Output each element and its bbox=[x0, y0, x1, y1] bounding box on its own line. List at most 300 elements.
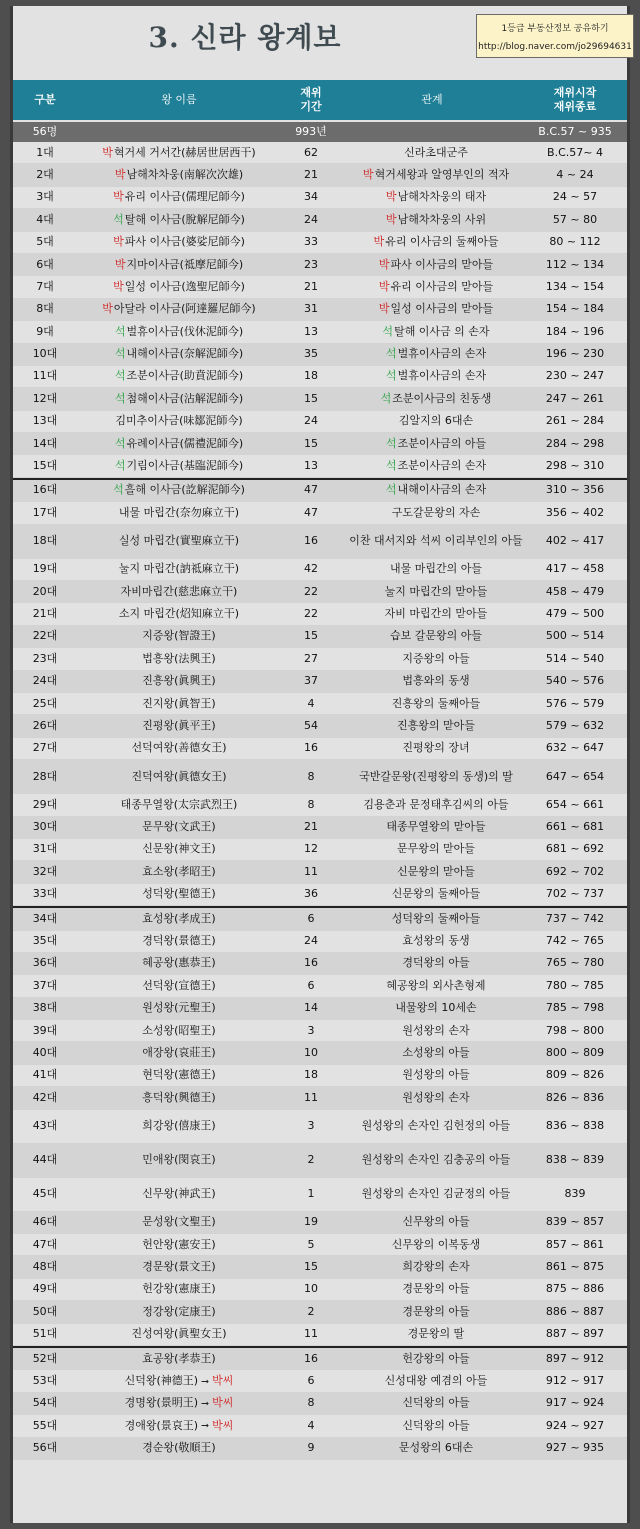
relation-text: 조분이사금의 아들 bbox=[397, 436, 487, 450]
relation-text: 경문왕의 아들 bbox=[402, 1282, 470, 1296]
king-name: 문무왕(文武王) bbox=[142, 820, 216, 834]
relation-cell bbox=[341, 760, 531, 793]
king-name: 흘해 이사금(訖解泥師今) bbox=[124, 483, 245, 497]
clan-marker: 석 bbox=[114, 459, 126, 473]
relation-cell bbox=[341, 480, 531, 501]
king-name-cell bbox=[77, 603, 281, 624]
clan-marker: 박 bbox=[113, 279, 124, 293]
relation-text: 성덕왕의 둘째아들 bbox=[391, 911, 481, 925]
generation-cell: 33대 bbox=[32, 887, 58, 901]
generation-cell: 43대 bbox=[32, 1118, 58, 1132]
reign-years-cell: 31 bbox=[304, 302, 318, 316]
reign-period-cell: 836 ~ 838 bbox=[545, 1118, 605, 1132]
reign-years-cell: 1 bbox=[307, 1186, 315, 1200]
relation-text: 국반갈문왕(진평왕의 동생)의 딸 bbox=[359, 769, 513, 783]
relation-cell bbox=[341, 411, 531, 432]
relation-text: 유리 이사금의 맏아들 bbox=[390, 279, 494, 293]
reign-period-cell: 737 ~ 742 bbox=[545, 911, 605, 925]
relation-text: 소성왕의 아들 bbox=[402, 1046, 470, 1059]
reign-years-cell: 13 bbox=[304, 324, 318, 338]
relation-cell bbox=[341, 433, 531, 454]
king-name-cell bbox=[77, 1065, 281, 1086]
generation-cell: 34대 bbox=[32, 911, 58, 925]
relation-cell bbox=[341, 142, 531, 163]
reign-years-cell: 4 bbox=[307, 1418, 315, 1432]
generation-cell: 45대 bbox=[32, 1186, 58, 1200]
relation-text: 김알지의 6대손 bbox=[398, 414, 474, 428]
generation-cell: 54대 bbox=[32, 1396, 58, 1410]
reign-years-cell: 14 bbox=[304, 1001, 318, 1015]
relation-cell bbox=[341, 648, 531, 669]
badge-caption: 1등급 부동산정보 공유하기 bbox=[501, 24, 609, 34]
table-row bbox=[13, 411, 627, 433]
table-row bbox=[13, 998, 627, 1020]
king-name: 유리 이사금(儒理尼師今) bbox=[124, 190, 245, 204]
table-row bbox=[13, 648, 627, 670]
relation-cell bbox=[341, 254, 531, 275]
table-row bbox=[13, 715, 627, 737]
king-name: 선덕여왕(善德女王) bbox=[131, 741, 227, 755]
fish-icon: ⭢ bbox=[201, 1420, 210, 1432]
king-name: 경덕왕(景德王) bbox=[142, 934, 216, 948]
relation-cell bbox=[341, 1042, 531, 1063]
reign-period-cell: 800 ~ 809 bbox=[545, 1046, 605, 1059]
reign-years-cell: 11 bbox=[304, 1090, 318, 1104]
reign-years-cell: 24 bbox=[304, 414, 318, 428]
generation-cell: 38대 bbox=[32, 1001, 58, 1015]
king-name: 파사 이사금(婆娑尼師今) bbox=[124, 235, 245, 249]
generation-cell: 30대 bbox=[32, 820, 58, 834]
generation-cell: 27대 bbox=[32, 741, 58, 755]
reign-period-cell: 927 ~ 935 bbox=[545, 1441, 605, 1455]
table-row bbox=[13, 626, 627, 648]
king-name: 현덕왕(憲德王) bbox=[142, 1068, 216, 1082]
reign-period-cell: 230 ~ 247 bbox=[545, 369, 605, 383]
reign-period-cell: 310 ~ 356 bbox=[545, 483, 605, 497]
relation-cell bbox=[341, 1256, 531, 1277]
table-row bbox=[13, 164, 627, 186]
relation-text: 일성 이사금의 맏아들 bbox=[390, 302, 494, 316]
king-name-cell bbox=[77, 1348, 281, 1369]
generation-cell: 41대 bbox=[32, 1068, 58, 1082]
relation-text: 구도갈문왕의 자손 bbox=[391, 505, 481, 519]
relation-cell bbox=[341, 1438, 531, 1459]
reign-years-cell: 62 bbox=[304, 145, 318, 159]
king-name: 신무왕(神武王) bbox=[142, 1186, 216, 1200]
table-row bbox=[13, 276, 627, 298]
blog-badge[interactable] bbox=[476, 14, 634, 58]
generation-cell: 9대 bbox=[36, 324, 54, 338]
reign-years-cell: 15 bbox=[304, 391, 318, 405]
relation-text: 원성왕의 손자인 김충공의 아들 bbox=[361, 1152, 511, 1166]
generation-cell: 15대 bbox=[32, 459, 58, 473]
king-name: 희강왕(僖康王) bbox=[142, 1118, 216, 1132]
king-name: 기림이사금(基臨泥師今) bbox=[126, 459, 244, 473]
relation-cell bbox=[341, 187, 531, 208]
column-header-years: 재위 기간 bbox=[300, 85, 322, 113]
clan-marker: 석 bbox=[385, 347, 397, 361]
king-name-cell bbox=[77, 1393, 281, 1414]
table-row bbox=[13, 884, 627, 906]
relation-text: 벌휴이사금의 손자 bbox=[397, 347, 487, 361]
generation-cell: 42대 bbox=[32, 1090, 58, 1104]
king-name: 아달라 이사금(阿達羅尼師今) bbox=[113, 302, 256, 316]
reign-period-cell: 857 ~ 861 bbox=[545, 1237, 605, 1251]
fish-icon: ⭢ bbox=[201, 1397, 210, 1409]
clan-suffix: 박씨 bbox=[212, 1418, 234, 1432]
king-name: 유례이사금(儒禮泥師今) bbox=[126, 436, 244, 450]
reign-years-cell: 35 bbox=[304, 347, 318, 361]
relation-text: 파사 이사금의 맏아들 bbox=[390, 257, 494, 271]
generation-cell: 37대 bbox=[32, 978, 58, 992]
generation-cell: 26대 bbox=[32, 718, 58, 732]
table-row bbox=[13, 1178, 627, 1212]
generation-cell: 6대 bbox=[36, 257, 54, 271]
king-name: 첨해이사금(沾解泥師今) bbox=[126, 391, 244, 405]
relation-text: 습보 갈문왕의 아들 bbox=[389, 629, 482, 643]
reign-period-cell: 632 ~ 647 bbox=[545, 741, 605, 755]
reign-years-cell: 22 bbox=[304, 606, 318, 620]
relation-cell bbox=[341, 603, 531, 624]
reign-years-cell: 33 bbox=[304, 235, 318, 249]
relation-cell bbox=[341, 931, 531, 952]
relation-cell bbox=[341, 1348, 531, 1369]
reign-years-cell: 2 bbox=[307, 1304, 315, 1318]
table-row bbox=[13, 839, 627, 861]
generation-cell: 14대 bbox=[32, 436, 58, 450]
king-name-cell bbox=[77, 715, 281, 736]
king-name-cell bbox=[77, 671, 281, 692]
relation-cell bbox=[341, 1020, 531, 1041]
reign-years-cell: 6 bbox=[307, 1373, 315, 1387]
relation-text: 경문왕의 아들 bbox=[402, 1304, 470, 1318]
king-name: 신문왕(神文王) bbox=[142, 842, 216, 856]
king-name-cell bbox=[77, 344, 281, 365]
reign-period-cell: 887 ~ 897 bbox=[545, 1327, 605, 1341]
reign-period-cell: 917 ~ 924 bbox=[545, 1396, 605, 1410]
reign-years-cell: 23 bbox=[304, 257, 318, 271]
table-row bbox=[13, 1144, 627, 1178]
king-name: 혜공왕(惠恭王) bbox=[142, 956, 216, 970]
relation-text: 이찬 대서지와 석씨 이리부인의 아들 bbox=[349, 533, 523, 547]
reign-period-cell: 479 ~ 500 bbox=[545, 606, 605, 620]
table-row bbox=[13, 1256, 627, 1278]
king-name-cell bbox=[77, 760, 281, 793]
king-name-cell bbox=[77, 1212, 281, 1233]
king-name: 소지 마립간(炤知麻立干) bbox=[118, 606, 240, 620]
king-name-cell bbox=[77, 232, 281, 253]
king-name-cell bbox=[77, 209, 281, 230]
generation-cell: 50대 bbox=[32, 1304, 58, 1318]
relation-cell bbox=[341, 626, 531, 647]
reign-period-cell: 4 ~ 24 bbox=[556, 167, 594, 181]
reign-period-cell: 184 ~ 196 bbox=[545, 324, 605, 338]
badge-url[interactable]: http://blog.naver.com/jo29694631 bbox=[478, 42, 632, 52]
reign-period-cell: 514 ~ 540 bbox=[545, 651, 605, 665]
relation-text: 신라초대군주 bbox=[404, 145, 468, 159]
reign-period-cell: 579 ~ 632 bbox=[545, 718, 605, 732]
reign-period-cell: 24 ~ 57 bbox=[552, 190, 598, 204]
clan-marker: 박 bbox=[102, 302, 113, 316]
reign-years-cell: 13 bbox=[304, 459, 318, 473]
relation-text: 진흥왕의 맏아들 bbox=[397, 718, 475, 732]
clan-marker: 박 bbox=[385, 212, 397, 226]
reign-period-cell: 702 ~ 737 bbox=[545, 887, 605, 901]
king-name: 애장왕(哀莊王) bbox=[142, 1046, 216, 1059]
reign-period-cell: 134 ~ 154 bbox=[545, 279, 605, 293]
generation-cell: 21대 bbox=[32, 606, 58, 620]
king-name-cell bbox=[77, 693, 281, 714]
reign-years-cell: 11 bbox=[304, 1327, 318, 1341]
king-name-cell bbox=[77, 559, 281, 580]
king-name: 진성여왕(眞聖女王) bbox=[131, 1327, 227, 1341]
reign-years-cell: 8 bbox=[307, 769, 315, 783]
reign-period-cell: 765 ~ 780 bbox=[545, 956, 605, 970]
reign-years-cell: 18 bbox=[304, 1068, 318, 1082]
reign-years-cell: 36 bbox=[304, 887, 318, 901]
relation-cell bbox=[341, 1234, 531, 1255]
relation-text: 원성왕의 손자인 김균정의 아들 bbox=[361, 1186, 511, 1200]
generation-cell: 1대 bbox=[36, 145, 54, 159]
king-name-cell bbox=[77, 931, 281, 952]
generation-cell: 32대 bbox=[32, 864, 58, 878]
reign-period-cell: 402 ~ 417 bbox=[545, 533, 605, 547]
king-name: 실성 마립간(實聖麻立干) bbox=[118, 533, 240, 547]
king-name-cell bbox=[77, 738, 281, 759]
clan-marker: 석 bbox=[114, 347, 126, 361]
reign-years-cell: 19 bbox=[304, 1215, 318, 1229]
clan-marker: 박 bbox=[113, 190, 124, 204]
table-row bbox=[13, 388, 627, 410]
king-name: 혁거세 거서간(赫居世居西干) bbox=[113, 145, 256, 159]
relation-cell bbox=[341, 1087, 531, 1108]
king-name: 일성 이사금(逸聖尼師今) bbox=[124, 279, 245, 293]
king-name-cell bbox=[77, 142, 281, 163]
relation-cell bbox=[341, 502, 531, 523]
relation-cell bbox=[341, 1415, 531, 1436]
king-name-cell bbox=[77, 299, 281, 320]
reign-years-cell: 2 bbox=[307, 1152, 315, 1166]
column-header-relation: 관계 bbox=[421, 92, 443, 106]
reign-period-cell: 924 ~ 927 bbox=[545, 1418, 605, 1432]
clan-marker: 석 bbox=[380, 391, 392, 405]
page-title: 3. 신라 왕계보 bbox=[148, 21, 342, 54]
generation-cell: 4대 bbox=[36, 212, 54, 226]
table-row bbox=[13, 525, 627, 559]
king-name: 소성왕(昭聖王) bbox=[142, 1023, 216, 1037]
king-name-cell bbox=[77, 411, 281, 432]
table-row bbox=[13, 478, 627, 502]
relation-text: 신문왕의 맏아들 bbox=[397, 864, 475, 878]
generation-cell: 49대 bbox=[32, 1282, 58, 1296]
king-name-cell bbox=[77, 581, 281, 602]
reign-period-cell: 284 ~ 298 bbox=[545, 436, 605, 450]
relation-cell bbox=[341, 1324, 531, 1345]
reign-period-cell: 654 ~ 661 bbox=[545, 797, 605, 811]
table-row bbox=[13, 559, 627, 581]
relation-cell bbox=[341, 321, 531, 342]
clan-marker: 석 bbox=[385, 459, 397, 473]
reign-period-cell: 417 ~ 458 bbox=[545, 562, 605, 576]
king-name: 효소왕(孝昭王) bbox=[142, 864, 216, 878]
reign-years-cell: 21 bbox=[304, 279, 318, 293]
relation-text: 원성왕의 아들 bbox=[402, 1068, 470, 1082]
table-row bbox=[13, 1212, 627, 1234]
relation-cell bbox=[341, 299, 531, 320]
summary-count: 56명 bbox=[32, 125, 58, 138]
relation-text: 원성왕의 손자 bbox=[402, 1090, 470, 1104]
king-name-cell bbox=[77, 794, 281, 815]
generation-cell: 5대 bbox=[36, 235, 54, 249]
relation-cell bbox=[341, 1370, 531, 1391]
generation-cell: 23대 bbox=[32, 651, 58, 665]
king-name: 눌지 마립간(訥祗麻立干) bbox=[118, 562, 240, 576]
generation-cell: 52대 bbox=[32, 1351, 58, 1365]
clan-marker: 박 bbox=[378, 257, 390, 271]
king-name: 효성왕(孝成王) bbox=[142, 911, 216, 925]
relation-text: 태종무열왕의 맏아들 bbox=[386, 820, 486, 834]
reign-years-cell: 5 bbox=[307, 1237, 315, 1251]
clan-marker: 석 bbox=[113, 212, 124, 226]
reign-period-cell: 826 ~ 836 bbox=[545, 1090, 605, 1104]
generation-cell: 56대 bbox=[32, 1441, 58, 1455]
clan-marker: 박 bbox=[378, 279, 390, 293]
reign-period-cell: 692 ~ 702 bbox=[545, 864, 605, 878]
generation-cell: 44대 bbox=[32, 1152, 58, 1166]
table-row bbox=[13, 1279, 627, 1301]
king-name: 효공왕(孝恭王) bbox=[142, 1351, 216, 1365]
relation-text: 신덕왕의 아들 bbox=[402, 1396, 470, 1410]
relation-text: 남해차차웅의 태자 bbox=[397, 190, 487, 204]
relation-cell bbox=[341, 209, 531, 230]
king-name: 진평왕(眞平王) bbox=[142, 718, 216, 732]
relation-text: 조분이사금의 손자 bbox=[397, 459, 487, 473]
clan-marker: 석 bbox=[114, 391, 126, 405]
reign-years-cell: 27 bbox=[304, 651, 318, 665]
table-row bbox=[13, 142, 627, 164]
table-row bbox=[13, 1324, 627, 1346]
relation-text: 김용춘과 문정태후김씨의 아들 bbox=[363, 797, 509, 811]
generation-cell: 8대 bbox=[36, 302, 54, 316]
reign-years-cell: 9 bbox=[307, 1441, 315, 1455]
reign-years-cell: 47 bbox=[304, 483, 318, 497]
reign-years-cell: 22 bbox=[304, 584, 318, 598]
generation-cell: 28대 bbox=[32, 769, 58, 783]
table-row bbox=[13, 321, 627, 343]
relation-cell bbox=[341, 366, 531, 387]
table-row bbox=[13, 1301, 627, 1323]
table-row bbox=[13, 906, 627, 930]
king-name-cell bbox=[77, 1415, 281, 1436]
reign-period-cell: 839 ~ 857 bbox=[545, 1215, 605, 1229]
reign-years-cell: 10 bbox=[304, 1046, 318, 1059]
page-header bbox=[13, 6, 632, 80]
generation-cell: 36대 bbox=[32, 956, 58, 970]
reign-years-cell: 54 bbox=[304, 718, 318, 732]
king-name-cell bbox=[77, 187, 281, 208]
king-name: 진덕여왕(眞德女王) bbox=[131, 769, 227, 783]
summary-row bbox=[13, 122, 627, 142]
table-row bbox=[13, 760, 627, 794]
clan-marker: 박 bbox=[113, 235, 124, 249]
relation-cell bbox=[341, 975, 531, 996]
clan-suffix: 박씨 bbox=[212, 1396, 234, 1410]
clan-marker: 석 bbox=[385, 369, 397, 383]
reign-period-cell: 886 ~ 887 bbox=[545, 1304, 605, 1318]
king-name-cell bbox=[77, 998, 281, 1019]
relation-text: 원성왕의 손자인 김헌정의 아들 bbox=[361, 1118, 511, 1132]
relation-text: 진흥왕의 둘째아들 bbox=[391, 696, 481, 710]
reign-period-cell: 780 ~ 785 bbox=[545, 978, 605, 992]
king-name: 신덕왕(神德王) bbox=[124, 1373, 199, 1387]
table-row bbox=[13, 1087, 627, 1109]
clan-marker: 석 bbox=[114, 324, 126, 338]
relation-cell bbox=[341, 908, 531, 929]
reign-period-cell: 500 ~ 514 bbox=[545, 629, 605, 643]
relation-cell bbox=[341, 1065, 531, 1086]
reign-period-cell: 897 ~ 912 bbox=[545, 1351, 605, 1365]
generation-cell: 31대 bbox=[32, 842, 58, 856]
king-name-cell bbox=[77, 1256, 281, 1277]
generation-cell: 47대 bbox=[32, 1237, 58, 1251]
generation-cell: 46대 bbox=[32, 1215, 58, 1229]
king-name-cell bbox=[77, 1144, 281, 1177]
generation-cell: 17대 bbox=[32, 505, 58, 519]
king-name-cell bbox=[77, 908, 281, 929]
reign-years-cell: 16 bbox=[304, 533, 318, 547]
clan-marker: 석 bbox=[114, 369, 126, 383]
reign-years-cell: 21 bbox=[304, 167, 318, 181]
clan-marker: 박 bbox=[385, 190, 397, 204]
relation-text: 문무왕의 맏아들 bbox=[397, 842, 475, 856]
relation-cell bbox=[341, 794, 531, 815]
table-row bbox=[13, 455, 627, 477]
king-name: 경순왕(敬順王) bbox=[142, 1441, 216, 1455]
king-name: 성덕왕(聖德王) bbox=[142, 887, 216, 901]
table-row bbox=[13, 1042, 627, 1064]
king-name-cell bbox=[77, 1087, 281, 1108]
table-row bbox=[13, 344, 627, 366]
generation-cell: 2대 bbox=[36, 167, 54, 181]
king-name-cell bbox=[77, 1301, 281, 1322]
king-name: 태종무열왕(太宗武烈王) bbox=[120, 797, 238, 811]
king-name-cell bbox=[77, 884, 281, 905]
king-name: 법흥왕(法興王) bbox=[142, 651, 216, 665]
king-name-cell bbox=[77, 321, 281, 342]
relation-text: 남해차차웅의 사위 bbox=[397, 212, 487, 226]
generation-cell: 39대 bbox=[32, 1023, 58, 1037]
generation-cell: 40대 bbox=[32, 1046, 58, 1059]
reign-years-cell: 16 bbox=[304, 956, 318, 970]
reign-years-cell: 21 bbox=[304, 820, 318, 834]
king-name-cell bbox=[77, 254, 281, 275]
reign-years-cell: 3 bbox=[307, 1118, 315, 1132]
relation-cell bbox=[341, 715, 531, 736]
reign-period-cell: 839 bbox=[564, 1186, 586, 1200]
generation-cell: 10대 bbox=[32, 347, 58, 361]
clan-marker: 석 bbox=[385, 436, 397, 450]
relation-cell bbox=[341, 884, 531, 905]
reign-years-cell: 8 bbox=[307, 797, 315, 811]
king-name: 원성왕(元聖王) bbox=[142, 1001, 216, 1015]
king-name-cell bbox=[77, 502, 281, 523]
relation-cell bbox=[341, 998, 531, 1019]
table-row bbox=[13, 502, 627, 524]
generation-cell: 19대 bbox=[32, 562, 58, 576]
king-name-cell bbox=[77, 164, 281, 185]
relation-cell bbox=[341, 559, 531, 580]
reign-period-cell: 661 ~ 681 bbox=[545, 820, 605, 834]
